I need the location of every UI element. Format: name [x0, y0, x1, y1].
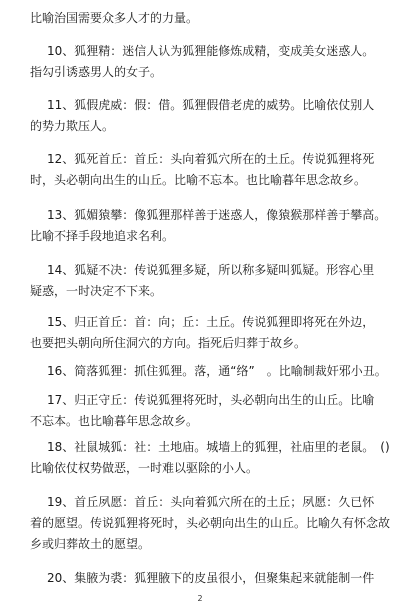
entry-line: 12、狐死首丘：首丘：头向着狐穴所在的土丘。传说狐狸将死 [47, 152, 375, 166]
entry-line: 指勾引诱惑男人的女子。 [30, 65, 163, 79]
entry-line: 不忘本。也比喻暮年思念故乡。 [30, 414, 199, 428]
entry-line: 的势力欺压人。 [30, 119, 115, 133]
entry-line: 16、简落狐狸：抓住狐狸。落，通“络” 。比喻制裁奸邪小丑。 [47, 364, 387, 378]
entry-line: 10、狐狸精：迷信人认为狐狸能修炼成精，变成美女迷惑人。 [47, 44, 375, 58]
entry-15 [30, 312, 375, 354]
entry-13 [30, 205, 387, 247]
entry-11 [30, 95, 375, 137]
entry-10 [30, 41, 375, 83]
entry-line: 疑惑，一时决定不下来。 [30, 284, 163, 298]
entry-line: 15、归正首丘：首：向；丘：土丘。传说狐狸即将死在外边， [47, 315, 375, 329]
entry-line: 乡或归葬故土的愿望。 [30, 537, 151, 551]
entry-14 [30, 260, 375, 302]
entry-line: 13、狐媚猿攀：像狐狸那样善于迷惑人，像猿猴那样善于攀高。 [47, 208, 387, 222]
entry-line: 比喻依仗权势做恶，一时难以驱除的小人。 [30, 461, 259, 475]
page-number: 2 [197, 594, 203, 603]
entry-20 [30, 568, 375, 589]
entry-line: 也要把头朝向所住洞穴的方向。指死后归葬于故乡。 [30, 336, 307, 350]
entry-19 [30, 492, 391, 555]
entry-17 [30, 390, 375, 432]
entry-line: 19、首丘夙愿：首丘：头向着狐穴所在的土丘；夙愿：久已怀 [47, 495, 375, 509]
entry-line: 11、狐假虎威：假：借。狐狸假借老虎的威势。比喻依仗别人 [47, 98, 375, 112]
entry-line: 时，头必朝向出生的山丘。比喻不忘本。也比喻暮年思念故乡。 [30, 173, 367, 187]
entry-18 [30, 437, 390, 479]
entry-line: 18、社鼠城狐：社：土地庙。城墙上的狐狸，社庙里的老鼠。 () [47, 440, 390, 454]
entry-line: 17、归正守丘：传说狐狸将死时，头必朝向出生的山丘。比喻 [47, 393, 375, 407]
entry-16 [30, 361, 387, 382]
entry-line: 比喻不择手段地追求名利。 [30, 229, 175, 243]
entry-line: 着的愿望。传说狐狸将死时，头必朝向出生的山丘。比喻久有怀念故 [30, 516, 391, 530]
entry-12 [30, 149, 375, 191]
entry-line: 14、狐疑不决：传说狐狸多疑，所以称多疑叫狐疑。形容心里 [47, 263, 375, 277]
intro-line: 比喻治国需要众多人才的力量。 [30, 11, 199, 25]
entry-line: 20、集腋为裘：狐狸腋下的皮虽很小，但聚集起来就能制一件 [47, 571, 375, 585]
